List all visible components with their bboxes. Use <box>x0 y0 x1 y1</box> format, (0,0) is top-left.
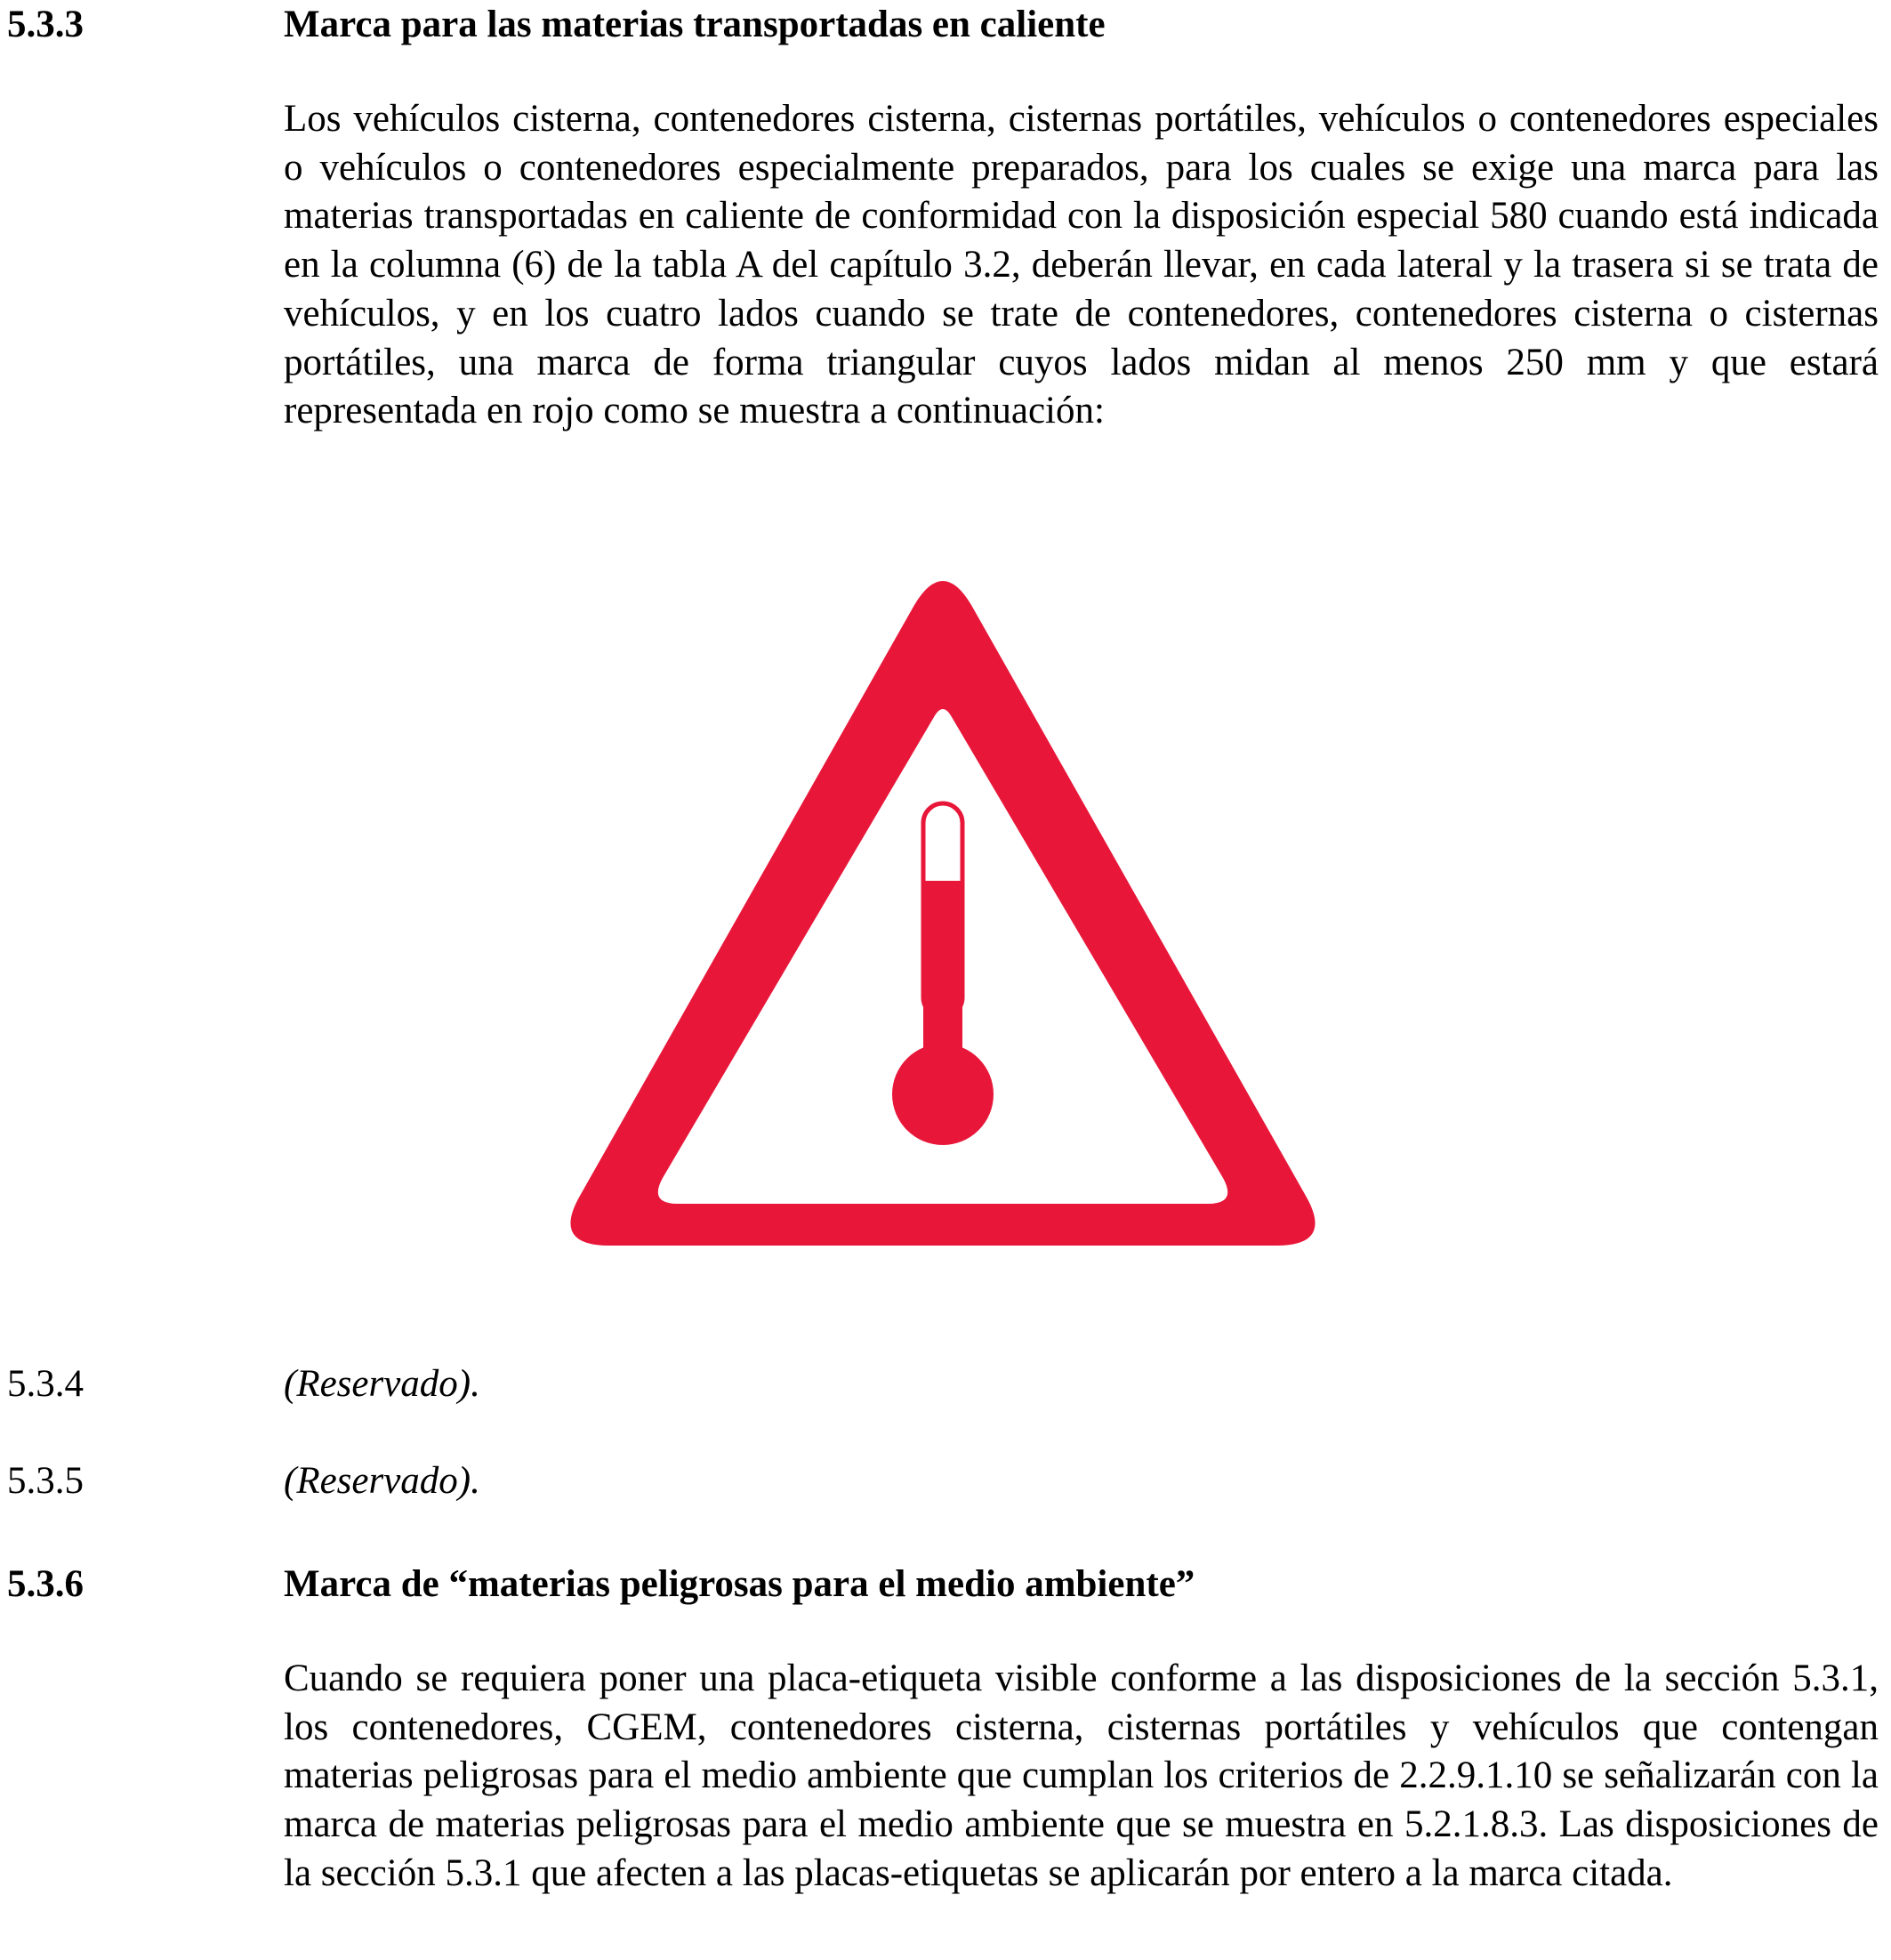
section-number-5-3-4: 5.3.4 <box>7 1363 84 1405</box>
section-title-5-3-4: (Reservado). <box>284 1363 480 1405</box>
section-number-5-3-6: 5.3.6 <box>7 1563 84 1605</box>
section-body-5-3-3: Los vehículos cisterna, contenedores cisterna, cisternas portátiles, vehículos o contenedores especiales o vehículos o contenedores especialmente preparados, para los cuales se exige una marca para las materias transportadas en caliente de conformidad con la disposición especial 580 cuando está indicada en la columna (6) de la tabla A del capítulo 3.2, deberán llevar, en cada lateral y la trasera si se trata de vehículos, y en los cuatro lados cuando se trate de contenedores, contenedores cisterna o cisternas portátiles, una marca de forma triangular cuyos lados midan al menos 250 mm y que estará representada en rojo como se muestra a continuación: <box>284 98 1879 432</box>
section-title-5-3-3: Marca para las materias transportadas en caliente <box>284 4 1106 45</box>
section-title-5-3-6: Marca de “materias peligrosas para el medio ambiente” <box>284 1563 1195 1605</box>
thermometer-bulb <box>892 1044 994 1145</box>
thermometer-fill <box>923 881 962 1059</box>
section-body-5-3-6: Cuando se requiera poner una placa-etiqueta visible conforme a las disposiciones de la sección 5.3.1, los contenedores, CGEM, contenedores cisterna, cisternas portátiles y vehículos que contengan materias peligrosas para el medio ambiente que cumplan los criterios de 2.2.9.1.10 se señalizarán con la marca de materias peligrosas para el medio ambiente que se muestra en 5.2.1.8.3. Las disposiciones de la sección 5.3.1 que afecten a las placas-etiquetas se aplicarán por entero a la marca citada. <box>284 1658 1879 1894</box>
section-title-5-3-5: (Reservado). <box>284 1460 480 1502</box>
elevated-temperature-mark-icon <box>551 578 1334 1272</box>
section-number-5-3-3: 5.3.3 <box>7 4 84 45</box>
section-number-5-3-5: 5.3.5 <box>7 1460 84 1502</box>
